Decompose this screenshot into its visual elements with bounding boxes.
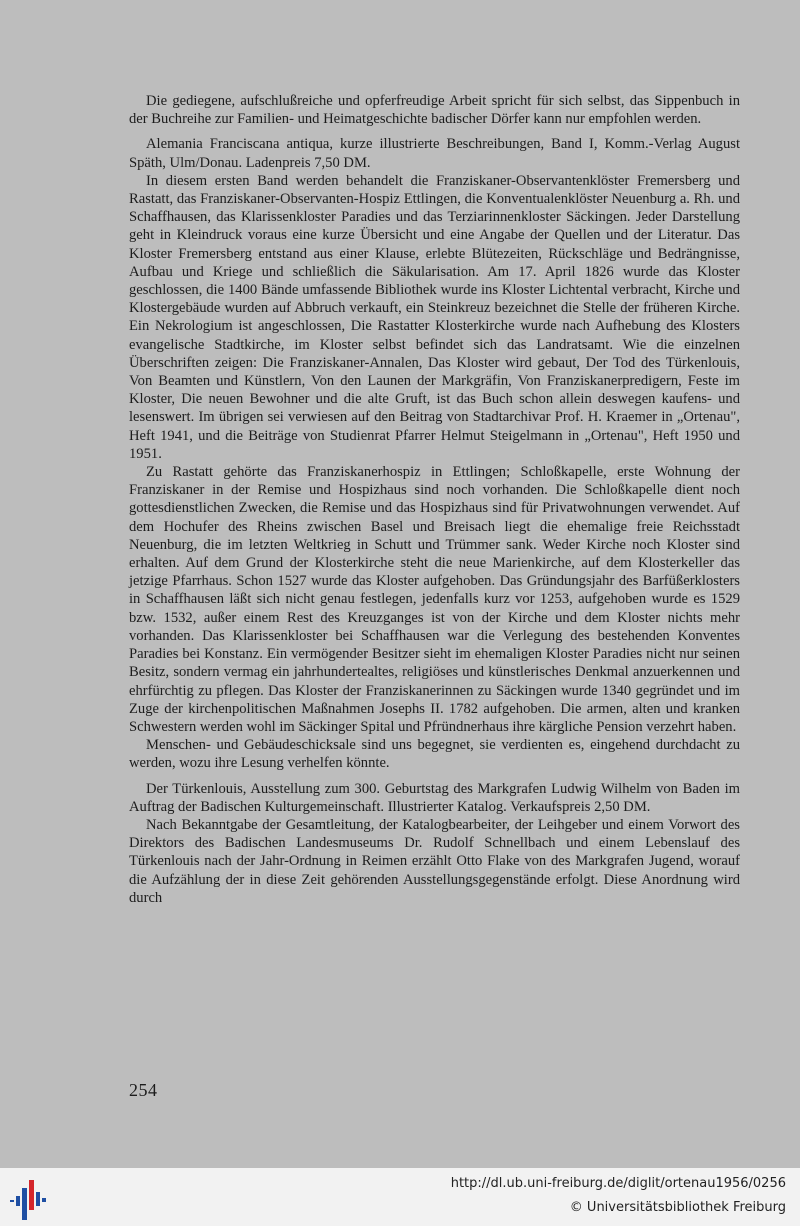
paragraph-3: In diesem ersten Band werden behandelt die Franziskaner-Observantenklöster Fremersberg und Rastatt, das Franziskaner-Observanten-Hospiz Ettlingen, die Konventualenklöster Neuenburg a. Rh. und Schaffhausen, das Klarissenkloster Paradies und das Terziarinnenkloster Säckingen. Jeder Darstellung geht in Kleindruck voraus eine kurze Übersicht und eine Angabe der Quellen und der Literatur. Das Kloster Fremersberg entstand aus einer Klause, erlebte Blütezeiten, Rückschläge und Bedrängnisse, Aufbau und Kriege und schließlich die Säkularisation. Am 17. April 1826 wurde das Kloster geschlossen, die 1400 Bände umfassende Bibliothek wurde ins Kloster Lichtental verbracht, Kirche und Klostergebäude wurden auf Abbruch verkauft, ein Steinkreuz bezeichnet die Stelle der früheren Kirche. Ein Nekrologium ist angeschlossen, Die Rastatter Klosterkirche wurde nach Aufhebung des Klosters evangelische Stadtkirche, im Kloster selbst befindet sich das Landratsamt. Wie die einzelnen Überschriften zeigen: Die Franziskaner-Annalen, Das Kloster wird gebaut, Der Tod des Türkenlouis, Von Beamten und Künstlern, Von den Launen der Markgräfin, Von Franziskanerpredigern, Feste im Kloster, Die neuen Bewohner und die alte Gruft, ist das Buch schon allein deswegen kaufens- und lesenswert. Im übrigen sei verwiesen auf den Beitrag von Stadtarchivar Prof. H. Kraemer in „Ortenau", Heft 1941, und die Beiträge von Studienrat Pfarrer Helmut Steigelmann in „Ortenau", Heft 1950 und 1951. — [129, 172, 740, 462]
paragraph-4: Zu Rastatt gehörte das Franziskanerhospiz in Ettlingen; Schloßkapelle, erste Wohnung der Franziskaner in der Remise und Hospizhaus sind noch vorhanden. Die Schloßkapelle dient noch gottesdienstlichen Zwecken, die Remise und das Hospizhaus sind für Privatwohnungen verwendet. Auf dem Hochufer des Rheins zwischen Basel und Breisach liegt die ehemalige freie Reichsstadt Neuenburg, die im letzten Weltkrieg in Schutt und Trümmer sank. Weder Kirche noch Kloster sind erhalten. Auf dem Grund der Klosterkirche steht die neue Marienkirche, auf dem Klosterkeller das jetzige Pfarrhaus. Schon 1527 wurde das Kloster aufgehoben. Das Gründungsjahr des Barfüßerklosters in Schaffhausen läßt sich nicht genau festlegen, jedenfalls kurz vor 1253, aufgehoben wurde es 1529 bzw. 1532, außer einem Rest des Kreuzganges ist von der Kirche und dem Kloster nichts mehr vorhanden. Das Klarissenkloster bei Schaffhausen war die Verlegung des bestehenden Konventes Paradies bei Konstanz. Ein vermögender Besitzer sieht im ehemaligen Kloster Paradies nicht nur seinen Besitz, sondern vermag ein jahrhundertealtes, religiöses und künstlerisches Denkmal anzuerkennen und ehrfürchtig zu pflegen. Das Kloster der Franziskanerinnen zu Säckingen wurde 1340 gegründet und im Zuge der kirchenpolitischen Maßnahmen Josephs II. 1782 aufgehoben. Die armen, alten und kranken Schwestern werden wohl im Säckinger Spital und Pfründnerhaus ihre kärgliche Pension verzehrt haben. — [129, 464, 740, 735]
page-number: 254 — [129, 1080, 158, 1100]
paragraph-2: Alemania Franciscana antiqua, kurze illustrierte Beschreibungen, Band I, Komm.-Verlag August Späth, Ulm/Donau. Ladenpreis 7,50 DM. — [129, 136, 740, 171]
footer-bar — [0, 1168, 800, 1226]
copyright-notice: © Universitätsbibliothek Freiburg — [569, 1200, 786, 1215]
paragraph-1: Die gediegene, aufschlußreiche und opferfreudige Arbeit spricht für sich selbst, das Sippenbuch in der Buchreihe zur Familien- und Heimatgeschichte badischer Dörfer kann nur empfohlen werden. — [129, 93, 740, 128]
document-url-link[interactable]: http://dl.ub.uni-freiburg.de/diglit/ortenau1956/0256 — [450, 1176, 786, 1191]
ub-freiburg-logo-icon — [8, 1176, 52, 1222]
page-body-text — [129, 92, 740, 907]
paragraph-6: Der Türkenlouis, Ausstellung zum 300. Geburtstag des Markgrafen Ludwig Wilhelm von Baden im Auftrag der Badischen Kulturgemeinschaft. Illustrierter Katalog. Verkaufspreis 2,50 DM. — [129, 780, 740, 815]
paragraph-5: Menschen- und Gebäudeschicksale sind uns begegnet, sie verdienten es, eingehend durchdacht zu werden, wozu ihre Lesung verhelfen könnte. — [129, 737, 740, 772]
paragraph-7: Nach Bekanntgabe der Gesamtleitung, der Katalogbearbeiter, der Leihgeber und einem Vorwort des Direktors des Badischen Landesmuseums Dr. Rudolf Schnellbach und einem Lebenslauf des Türkenlouis nach der Jahr-Ordnung in Reimen erzählt Otto Flake von des Markgrafen Jugend, worauf die Aufzählung der in diese Zeit gehörenden Ausstellungsgegenstände erfolgt. Diese Anordnung wird durch — [129, 816, 740, 906]
